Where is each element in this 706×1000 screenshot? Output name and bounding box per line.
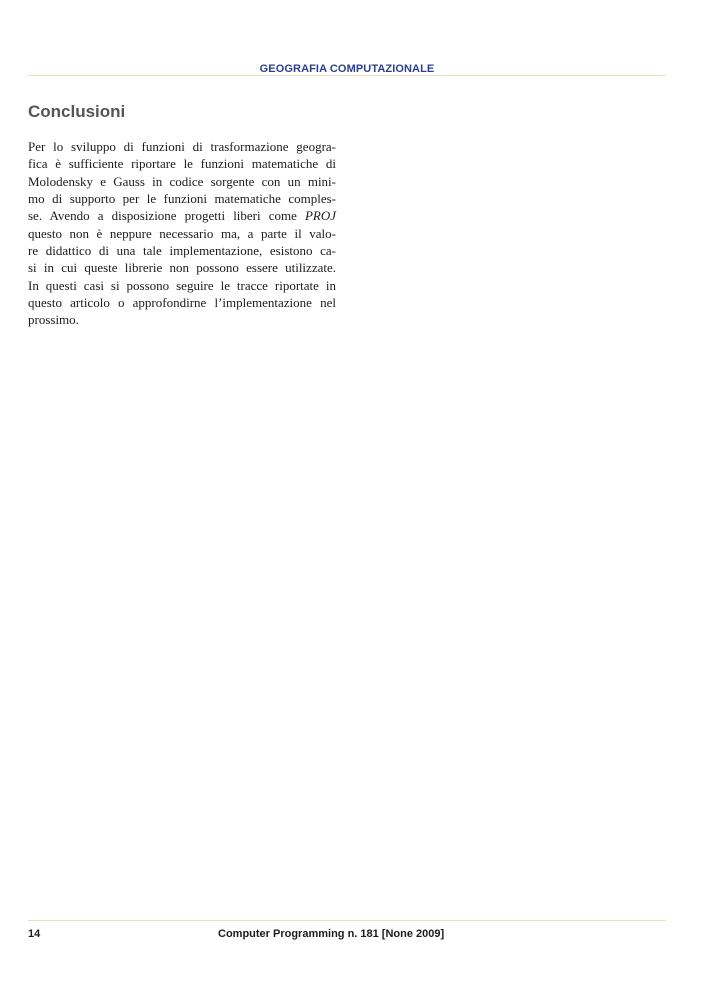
body-line: questo non è neppure necessario ma, a parte il valo-: [28, 225, 336, 241]
body-line: Per lo sviluppo di funzioni di trasformazione geogra-: [28, 139, 336, 154]
body-column: [28, 138, 336, 329]
page-number: 14: [28, 928, 41, 940]
body-line: prossimo.: [28, 312, 79, 328]
header-rule: [28, 75, 666, 76]
body-line: re didattico di una tale implementazione, esistono ca-: [28, 243, 336, 259]
body-line: fica è sufficiente riportare le funzioni matematiche di: [28, 156, 336, 172]
body-line: Molodensky e Gauss in codice sorgente con un mini-: [28, 173, 336, 189]
publication-info: Computer Programming n. 181 [None 2009]: [218, 928, 445, 940]
body-line: In questi casi si possono seguire le tracce riportate in: [28, 277, 336, 293]
running-header: GEOGRAFIA COMPUTAZIONALE: [259, 63, 435, 75]
section-title: Conclusioni: [28, 102, 126, 121]
body-line: questo articolo o approfondirne l’implementazione nel: [28, 295, 336, 311]
emphasis-term: PROJ: [304, 208, 336, 224]
body-line-text: se. Avendo a disposizione progetti liberi come: [28, 208, 305, 224]
body-line: si in cui queste librerie non possono essere utilizzate.: [28, 260, 336, 276]
footer-rule: [28, 920, 666, 921]
body-line: [28, 207, 336, 224]
body-line: mo di supporto per le funzioni matematiche comples-: [28, 191, 336, 207]
